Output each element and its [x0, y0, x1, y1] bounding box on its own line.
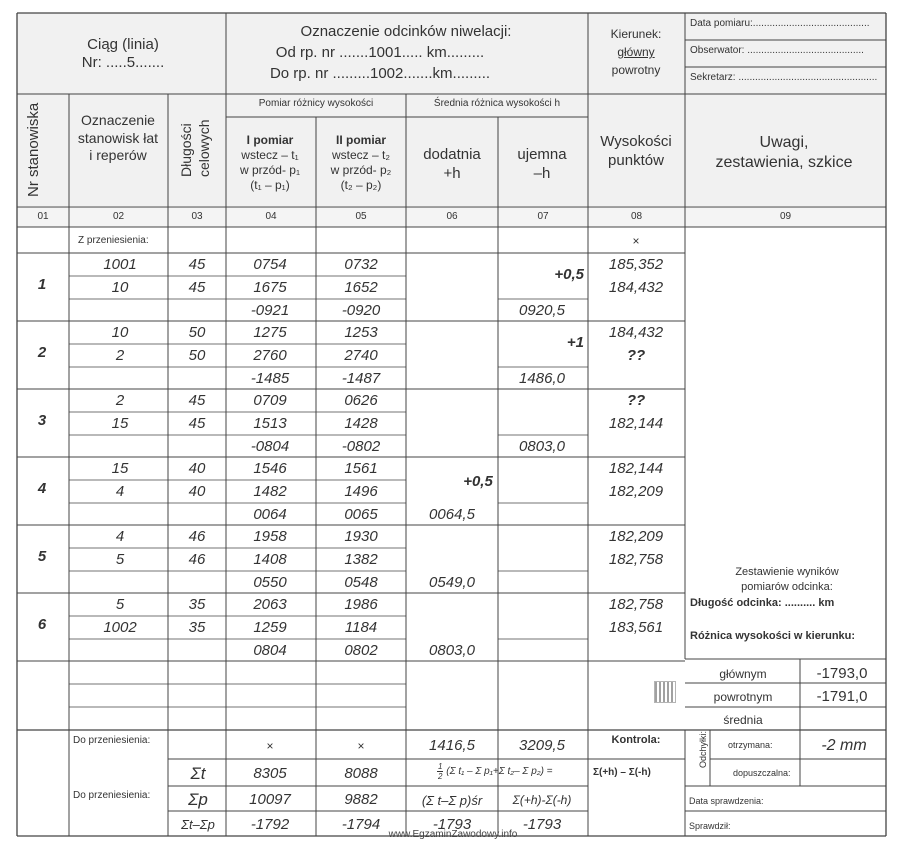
main-dir-label: głównym [719, 667, 767, 681]
point-height-end: 183,561 [608, 619, 664, 636]
measurement-1: -1485 [250, 370, 290, 387]
station-number: 5 [37, 548, 47, 565]
measurement-2: 1986 [344, 596, 378, 613]
sections-title: Oznaczenie odcinków niwelacji: [300, 23, 512, 40]
line-title: Ciąg (linia) [87, 36, 159, 53]
station-number: 4 [37, 480, 47, 497]
carry-in-label: Z przeniesienia: [78, 235, 149, 246]
half-num: 1 [438, 762, 443, 771]
carry-out-pos: 1416,5 [429, 737, 475, 754]
station-number: 3 [37, 412, 47, 429]
col-distance-1: Długości [178, 123, 194, 177]
sight-distance: 50 [188, 347, 206, 364]
measurement-1: 1675 [253, 279, 287, 296]
carry-out-mark-1: × [266, 739, 274, 753]
main-dir-value: -1793,0 [816, 665, 868, 682]
point-height-end: 184,432 [608, 279, 664, 296]
measurement-2: 0548 [344, 574, 378, 591]
col-heights [600, 133, 672, 171]
diff-2: -1794 [341, 816, 381, 833]
col-station-name-3: i reperów [89, 147, 147, 163]
col-positive [423, 146, 481, 184]
carry-out-label-2: Do przeniesienia: [73, 790, 151, 801]
deviation-obtained-label: otrzymana: [728, 740, 773, 750]
diff-label: Σt–Σp [181, 817, 215, 832]
col-m2-diff: (t₂ – p₂) [340, 178, 382, 192]
avg-positive: 0803,0 [429, 642, 475, 659]
measurement-2: 1930 [344, 528, 378, 545]
avg-positive: 0549,0 [429, 574, 475, 591]
col-heights-1: Wysokości [600, 133, 672, 150]
station-point-name: 5 [115, 551, 125, 568]
direction-label: Kierunek: [610, 27, 662, 41]
segment-length: Długość odcinka: .......... km [690, 597, 835, 609]
deviation-obtained-value: -2 mm [821, 737, 867, 754]
watermark: www.EgzaminZawodowy.info [388, 829, 518, 840]
measurement-2: 0802 [344, 642, 378, 659]
point-height-start: 185,352 [608, 256, 664, 273]
half-formula [437, 762, 553, 781]
point-height-start: 184,432 [608, 324, 664, 341]
direction-back: powrotny [611, 63, 661, 77]
correction-value: +0,5 [554, 266, 584, 283]
col-negative-2: –h [533, 164, 551, 182]
correction-value: +1 [566, 334, 584, 351]
col-m1-title: I pomiar [246, 133, 294, 147]
back-dir-value: -1791,0 [816, 688, 868, 705]
col-distance-2: celowych [196, 119, 212, 177]
col-negative-1: ujemna [517, 146, 567, 163]
avg-dir-label: średnia [723, 713, 763, 727]
summary-title-1: Zestawienie wyników [735, 566, 839, 578]
measurement-2: 1561 [344, 460, 378, 477]
station-point-name: 1001 [103, 256, 137, 273]
height-diff-label: Różnica wysokości w kierunku: [690, 630, 856, 642]
station-number: 6 [37, 616, 47, 633]
point-height-end: 182,144 [608, 415, 664, 432]
measurement-1: 2063 [253, 596, 287, 613]
sight-distance: 50 [188, 324, 206, 341]
check-date-label: Data sprawdzenia: [689, 796, 764, 806]
station-point-name: 4 [115, 528, 125, 545]
column-number: 06 [446, 211, 458, 222]
column-number: 04 [265, 211, 277, 222]
qr-code-icon [654, 681, 676, 703]
measurement-2: 2740 [344, 347, 378, 364]
sight-distance: 46 [188, 551, 206, 568]
sum-p-1: 10097 [249, 791, 291, 808]
measurement-1: 0550 [253, 574, 287, 591]
carry-in-mark: × [632, 234, 640, 248]
measurement-1: 1408 [253, 551, 287, 568]
sum-p-2: 9882 [344, 791, 378, 808]
measurement-2: -0920 [341, 302, 381, 319]
column-number: 07 [537, 211, 549, 222]
measurement-1: 0064 [253, 506, 287, 523]
deviation-label: Odchyłki: [698, 730, 708, 768]
measurement-2: 1428 [344, 415, 378, 432]
measurement-1: 1958 [253, 528, 287, 545]
measurement-1: 1275 [253, 324, 287, 341]
pm-value: -1793 [522, 816, 562, 833]
col-station-name-2: stanowisk łat [77, 129, 159, 146]
col-m1-back: wstecz – t₁ [241, 148, 299, 162]
point-height-start: ?? [626, 392, 646, 409]
avg-diff-value: -1793 [432, 816, 472, 833]
point-height-start: 182,758 [608, 596, 664, 613]
measurement-2: -1487 [341, 370, 381, 387]
avg-negative: 0920,5 [519, 302, 565, 319]
station-point-name: 2 [115, 347, 125, 364]
avg-negative: 1486,0 [519, 370, 565, 387]
sight-distance: 45 [188, 415, 206, 432]
carry-out-neg: 3209,5 [519, 737, 565, 754]
col-notes-1: Uwagi, [759, 134, 809, 151]
column-number: 02 [112, 211, 125, 222]
column-number: 03 [191, 211, 203, 222]
measurement-2: 1382 [344, 551, 378, 568]
point-height-start: 182,209 [608, 528, 664, 545]
measurement-1: 2760 [253, 347, 287, 364]
point-height-end: 182,209 [608, 483, 664, 500]
checked-by-label: Sprawdził: [689, 821, 731, 831]
measurement-1: 0754 [253, 256, 287, 273]
column-number: 09 [779, 211, 792, 222]
col-m2-back: wstecz – t₂ [331, 148, 390, 162]
col-heights-2: punktów [608, 151, 664, 169]
formula-right: Σ(+h) – Σ(-h) [593, 767, 651, 778]
measurement-2: 1184 [344, 619, 378, 636]
station-point-name: 1002 [103, 619, 137, 636]
sections-to: Do rp. nr .........1002.......km......... [269, 65, 491, 82]
station-point-name: 15 [111, 415, 129, 432]
back-dir-label: powrotnym [713, 690, 773, 704]
measurement-1: 1482 [253, 483, 287, 500]
summary-title-2: pomiarów odcinka: [741, 581, 833, 593]
measurement-2: 0626 [344, 392, 378, 409]
col-station-nr: Nr stanowiska [25, 102, 42, 197]
pm-label: Σ(+h)-Σ(-h) [512, 793, 572, 807]
carry-out-label-1: Do przeniesienia: [73, 735, 151, 746]
sight-distance: 40 [188, 460, 206, 477]
column-number: 01 [37, 211, 49, 222]
direction-main: główny [617, 45, 655, 59]
line-number: Nr: .....5....... [81, 54, 165, 71]
carry-out-mark-2: × [357, 739, 365, 753]
sight-distance: 35 [188, 619, 206, 636]
correction-value: +0,5 [463, 473, 493, 490]
col-avg-group: Średnia różnica wysokości h [433, 98, 561, 109]
station-point-name: 4 [115, 483, 125, 500]
avg-positive: 0064,5 [429, 506, 475, 523]
col-m1-diff: (t₁ – p₁) [250, 178, 290, 192]
sight-distance: 45 [188, 279, 206, 296]
col-notes [716, 133, 853, 173]
measurement-1: -0921 [250, 302, 290, 319]
measurement-1: 0709 [253, 392, 287, 409]
sum-t-label: Σt [190, 764, 206, 783]
col-m2 [331, 133, 392, 193]
col-positive-2: +h [443, 164, 461, 182]
col-m2-fwd: w przód- p₂ [330, 163, 392, 177]
col-negative [517, 146, 566, 184]
sum-t-1: 8305 [253, 765, 287, 782]
col-measure-group: Pomiar różnicy wysokości [258, 98, 374, 109]
half-fraction [437, 762, 443, 781]
col-notes-2: zestawienia, szkice [715, 154, 853, 171]
sight-distance: 46 [188, 528, 206, 545]
station-point-name: 2 [115, 392, 125, 409]
measurement-2: 1496 [344, 483, 378, 500]
point-height-start: 182,144 [608, 460, 664, 477]
station-point-name: 10 [111, 279, 129, 296]
measurement-1: -0804 [250, 438, 290, 455]
station-number: 1 [37, 276, 47, 293]
station-point-name: 10 [111, 324, 129, 341]
sum-p-label: Σp [188, 790, 208, 809]
measurement-1: 0804 [253, 642, 287, 659]
measurement-2: 1652 [344, 279, 378, 296]
sum-t-2: 8088 [344, 765, 378, 782]
column-number: 05 [355, 211, 367, 222]
measurement-2: 0732 [344, 256, 378, 273]
col-m1 [240, 133, 300, 193]
station-point-name: 15 [111, 460, 129, 477]
half-den: 2 [438, 772, 443, 781]
diff-1: -1792 [250, 816, 290, 833]
observer-label: Obserwator: .......................................... [690, 45, 864, 56]
col-m2-title: II pomiar [335, 133, 386, 147]
control-label: Kontrola: [611, 734, 661, 746]
date-label: Data pomiaru:.......................................... [690, 18, 870, 29]
measurement-1: 1513 [253, 415, 287, 432]
avg-diff-label: (Σ t–Σ p)śr [421, 793, 483, 808]
measurement-1: 1546 [253, 460, 287, 477]
avg-negative: 0803,0 [519, 438, 565, 455]
sight-distance: 45 [188, 392, 206, 409]
formula-text: (Σ t₁ – Σ p₁+Σ t₂– Σ p₂) = [446, 766, 553, 778]
sight-distance: 35 [188, 596, 206, 613]
sight-distance: 45 [188, 256, 206, 273]
measurement-2: -0802 [341, 438, 381, 455]
secretary-label: Sekretarz: .................................................. [690, 72, 878, 83]
sight-distance: 40 [188, 483, 206, 500]
measurement-1: 1259 [253, 619, 287, 636]
measurement-2: 1253 [344, 324, 378, 341]
point-height-end: ?? [626, 347, 646, 364]
column-number: 08 [630, 211, 643, 222]
sections-from: Od rp. nr .......1001..... km......... [275, 44, 485, 61]
deviation-allowed-label: dopuszczalna: [733, 768, 791, 778]
point-height-end: 182,758 [608, 551, 664, 568]
col-positive-1: dodatnia [423, 146, 481, 163]
col-station-name [78, 112, 158, 165]
col-m1-fwd: w przód- p₁ [239, 163, 301, 177]
station-point-name: 5 [115, 596, 125, 613]
measurement-2: 0065 [344, 506, 378, 523]
station-number: 2 [37, 344, 47, 361]
col-station-name-1: Oznaczenie [81, 112, 155, 128]
